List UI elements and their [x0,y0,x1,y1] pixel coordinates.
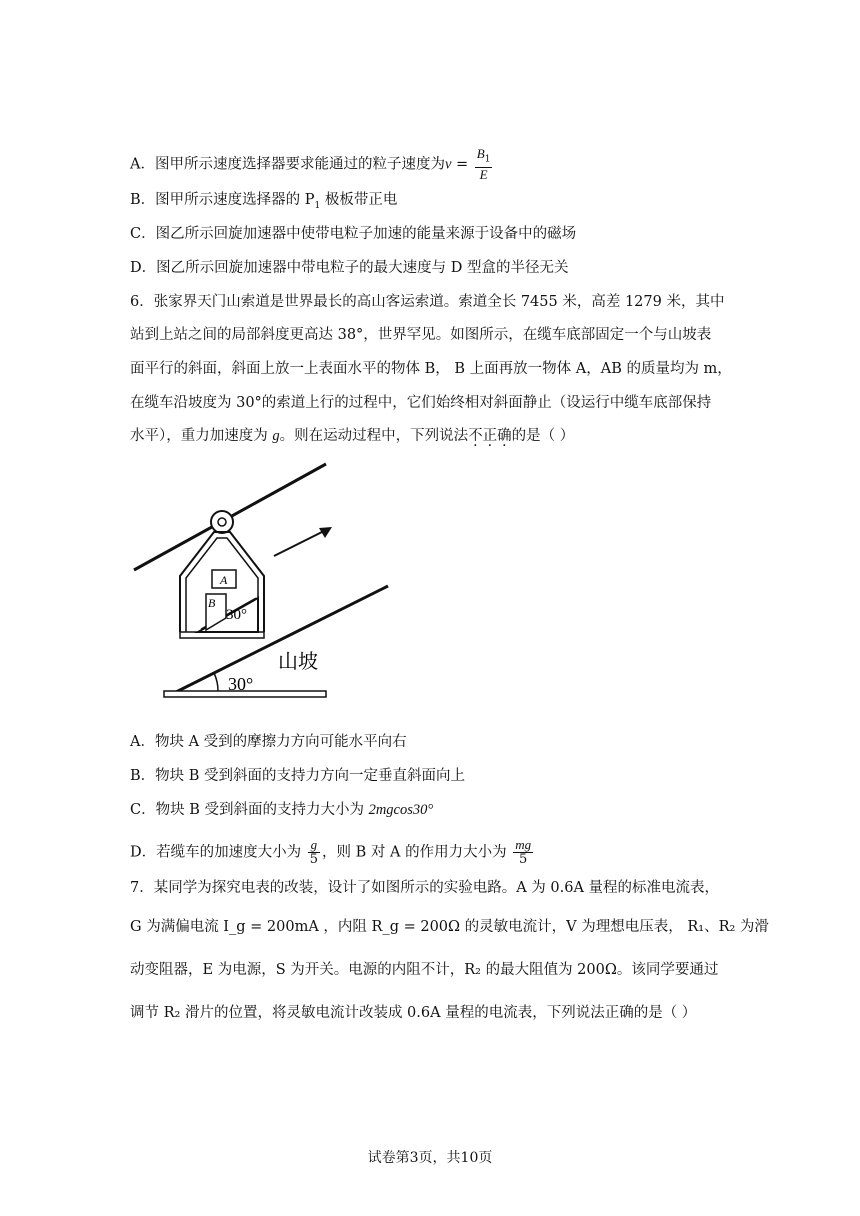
angle-arc [214,673,218,691]
q7-stem-line-3: 动变阻器，E 为电源，S 为开关。电源的内阻不计，R₂ 的最大阻值为 200Ω。该同学要通过 [130,962,719,978]
fraction-mg-over-5: $\frac{mg}{5}$ [515,837,532,867]
emphasis-correct-2: 确 [497,428,512,444]
q5-option-c: C．图乙所示回旋加速器中使带电粒子加速的能量来源于设备中的磁场 [130,226,577,242]
q6-stem-line-4: 在缆车沿坡度为 30°的索道上行的过程中，它们始终相对斜面静止（设运行中缆车底部保持 [130,395,712,411]
q7-stem-line-2: G 为满偏电流 I_g = 200mA ，内阻 R_g = 200Ω 的灵敏电流计，V 为理想电压表， R₁、R₂ 为滑 [130,919,769,935]
label-b: B [208,596,216,610]
fraction-g-over-5: $\frac{g}{5}$ [309,837,319,867]
fraction-b1-over-e: $\frac{B_1}{E}$ [476,146,491,182]
q6-stem-line-3: 面平行的斜面，斜面上放一上表面水平的物体 B， B 上面再放一物体 A，AB 的质量均为 m， [130,361,732,377]
q5-option-d: D．图乙所示回旋加速器中带电粒子的最大速度与 D 型盒的半径无关 [130,260,569,276]
q6-option-a: A．物块 A 受到的摩擦力方向可能水平向右 [130,734,407,750]
q6-stem-line-2: 站到上站之间的局部斜度更高达 38°，世界罕见。如图所示，在缆车底部固定一个与山坡表 [130,327,712,343]
angle-label-slope: 30° [228,674,254,694]
emphasis-not: 不 [468,428,483,444]
q6-stem-line-5: 水平），重力加速度为 g。则在运动过程中，下列说法不正确的是（ ） [130,428,575,444]
q6-option-b: B．物块 B 受到斜面的支持力方向一定垂直斜面向上 [130,768,466,784]
q7-stem-line-4: 调节 R₂ 滑片的位置，将灵敏电流计改装成 0.6A 量程的电流表，下列说法正确的是（ ） [130,1005,697,1021]
label-a: A [220,573,228,587]
q5-option-b: B．图甲所示速度选择器的 $P_1$ 极板带正电 [130,192,398,211]
angle-label-cabin: 30° [226,607,247,623]
cable-car-figure [128,458,398,708]
q6-stem-line-1: 6．张家界天门山索道是世界最长的高山客运索道。索道全长 7455 米，高差 1279 米，其中 [130,294,725,310]
q6-option-c: C．物块 B 受到斜面的支持力大小为 2mgcos30° [130,802,434,818]
emphasis-correct-1: 正 [482,428,498,444]
pulley-wheel [211,511,233,533]
slope-label: 山坡 [278,649,318,673]
q6-option-d: D．若缆车的加速度大小为 $\frac{g}{5}$ ，则 B 对 A 的作用力大小为 $\frac{mg}{5}$ [130,837,532,867]
var-v: v [444,156,452,173]
motion-arrow [274,531,324,556]
q5-option-a: A．图甲所示速度选择器要求能通过的粒子速度为v = $\frac{B_1}{E}$ [130,146,491,182]
q7-stem-line-1: 7．某同学为探究电表的改装，设计了如图所示的实验电路。A 为 0.6A 量程的标准电流表， [130,880,720,896]
page-footer: 试卷第3页，共10页 [367,1150,493,1166]
